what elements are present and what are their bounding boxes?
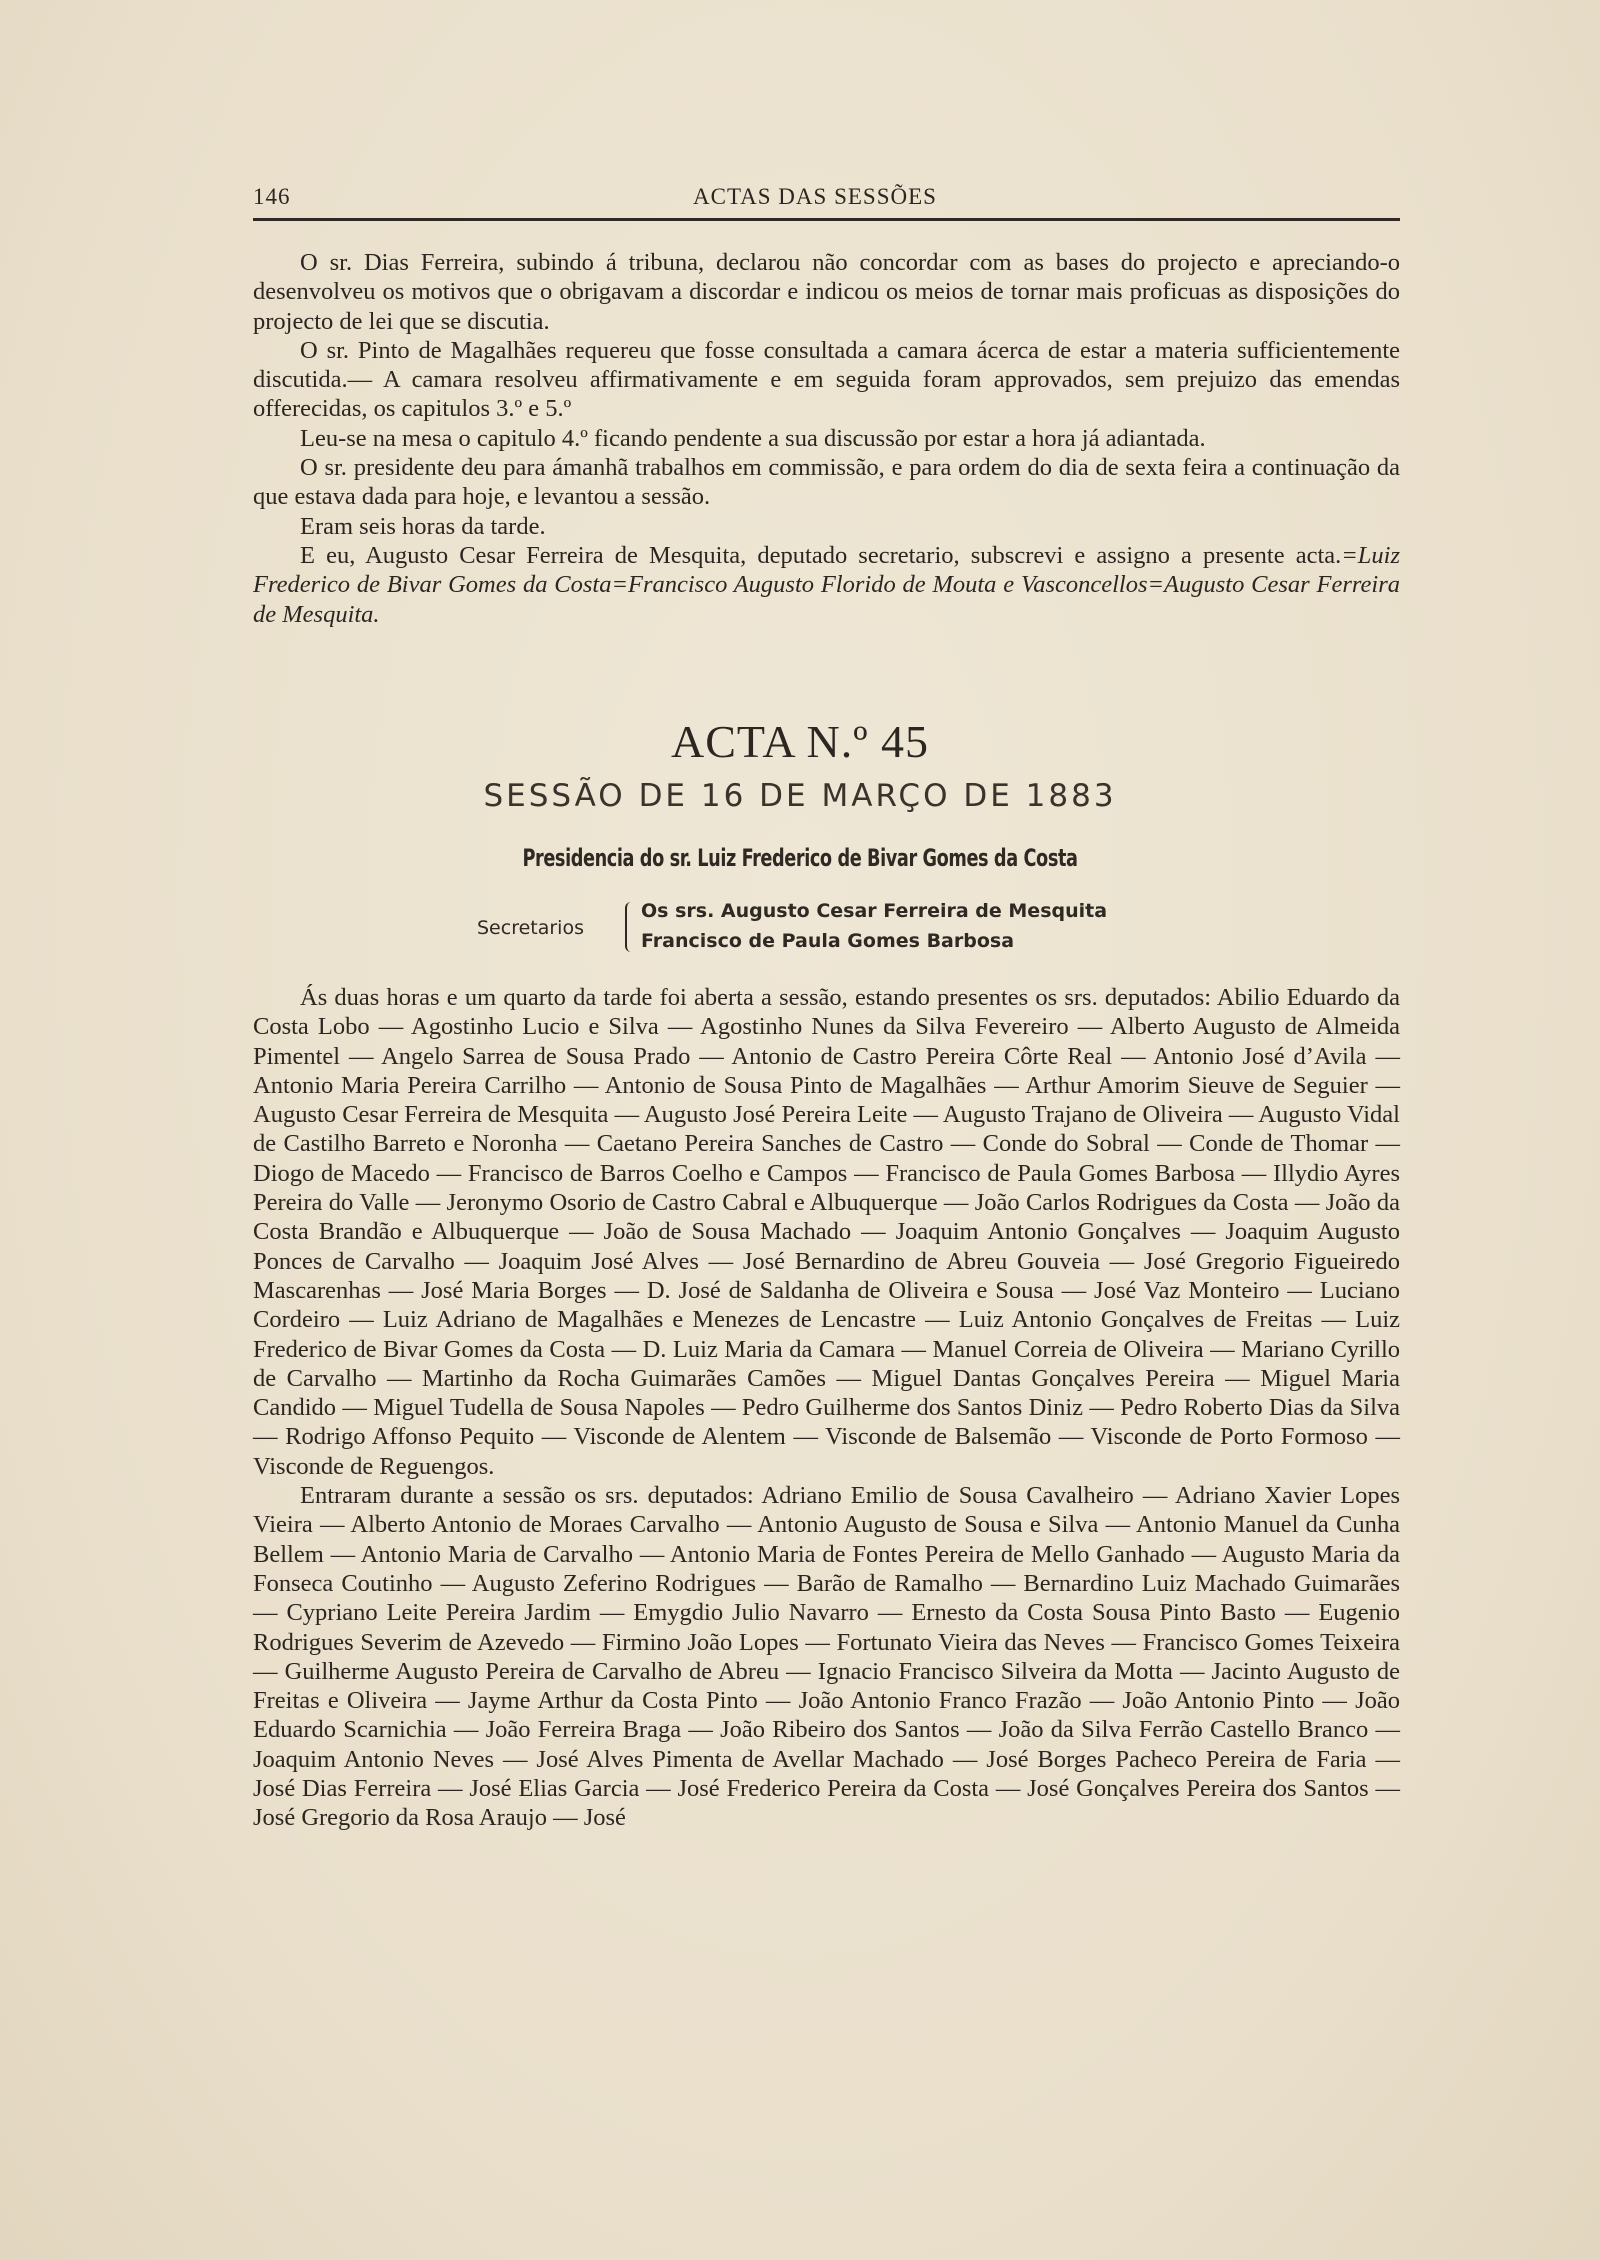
paragraph: O sr. Pinto de Magalhães requereu que fosse consultada a camara ácerca de estar a materia sufficientemente discutida.— A camara resolveu affirmativamente e em seguida foram approvados, sem prejuizo das emendas offerecidas, os capitulos 3.º e 5.º xyxy=(253,336,1400,423)
closing-paragraph xyxy=(253,541,1400,629)
running-title: ACTAS DAS SESSÕES xyxy=(693,184,937,209)
secretary-1: Os srs. Augusto Cesar Ferreira de Mesquita xyxy=(641,900,1108,922)
page-header xyxy=(253,176,1400,218)
entered-deputies-paragraph: Entraram durante a sessão os srs. deputados: Adriano Emilio de Sousa Cavalheiro — Adriano Xavier Lopes Vieira — Alberto Antonio de Moraes Carvalho — Antonio Augusto de Sousa e Silva — Antonio Manuel da Cunha Bellem — Antonio Maria de Carvalho — Antonio Maria de Fontes Pereira de Mello Ganhado — Augusto Maria da Fonseca Coutinho — Augusto Zeferino Rodrigues — Barão de Ramalho — Bernardino Luiz Machado Guimarães — Cypriano Leite Pereira Jardim — Emygdio Julio Navarro — Ernesto da Costa Sousa Pinto Basto — Eugenio Rodrigues Severim de Azevedo — Firmino João Lopes — Fortunato Vieira das Neves — Francisco Gomes Teixeira — Guilherme Augusto Pereira de Carvalho de Abreu — Ignacio Francisco Silveira da Motta — Jacinto Augusto de Freitas e Oliveira — Jayme Arthur da Costa Pinto — João Antonio Franco Frazão — João Antonio Pinto — João Eduardo Scarnichia — João Ferreira Braga — João Ribeiro dos Santos — João da Silva Ferrão Castello Branco — Joaquim Antonio Neves — José Alves Pimenta de Avellar Machado — José Borges Pacheco Pereira de Faria — José Dias Ferreira — José Elias Garcia — José Frederico Pereira da Costa — José Gonçalves Pereira dos Santos — José Gregorio da Rosa Araujo — José xyxy=(253,1482,1400,1832)
session-body-text xyxy=(253,983,1400,1833)
header-rule xyxy=(253,218,1400,221)
paragraph: O sr. Dias Ferreira, subindo á tribuna, declarou não concordar com as bases do projecto e apreciando-o desenvolveu os motivos que o obrigavam a discordar e indicou os meios de tornar mais proficuas as disposições do projecto de lei que se discutia. xyxy=(253,249,1400,335)
secretary-2: Francisco de Paula Gomes Barbosa xyxy=(641,930,1015,952)
presidency-line: Presidencia do sr. Luiz Frederico de Bivar Gomes da Costa xyxy=(522,844,1078,872)
signatures: =Luiz Frederico de Bivar Gomes da Costa=Francisco Augusto Florido de Mouta e Vasconcellos=Augusto Cesar Ferreira de Mesquita. xyxy=(253,541,1400,628)
closing-text: E eu, Augusto Cesar Ferreira de Mesquita, deputado secretario, subscrevi e assigno a presente acta. xyxy=(300,541,1342,569)
paragraph: Eram seis horas da tarde. xyxy=(300,512,546,540)
brace xyxy=(625,902,635,952)
session-heading: SESSÃO DE 16 DE MARÇO DE 1883 xyxy=(483,778,1117,814)
secretaries-block xyxy=(477,900,1277,962)
secretaries-label: Secretarios xyxy=(477,917,584,939)
paragraph: O sr. presidente deu para ámanhã trabalhos em commissão, e para ordem do dia de sexta feira a continuação da que estava dada para hoje, e levantou a sessão. xyxy=(253,454,1400,511)
previous-session-text xyxy=(253,248,1400,629)
present-deputies-paragraph: Ás duas horas e um quarto da tarde foi aberta a sessão, estando presentes os srs. deputados: Abilio Eduardo da Costa Lobo — Agostinho Lucio e Silva — Agostinho Nunes da Silva Fevereiro — Alberto Augusto de Almeida Pimentel — Angelo Sarrea de Sousa Prado — Antonio de Castro Pereira Côrte Real — Antonio José d’Avila — Antonio Maria Pereira Carrilho — Antonio de Sousa Pinto de Magalhães — Arthur Amorim Sieuve de Seguier — Augusto Cesar Ferreira de Mesquita — Augusto José Pereira Leite — Augusto Trajano de Oliveira — Augusto Vidal de Castilho Barreto e Noronha — Caetano Pereira Sanches de Castro — Conde do Sobral — Conde de Thomar — Diogo de Macedo — Francisco de Barros Coelho e Campos — Francisco de Paula Gomes Barbosa — Illydio Ayres Pereira do Valle — Jeronymo Osorio de Castro Cabral e Albuquerque — João Carlos Rodrigues da Costa — João da Costa Brandão e Albuquerque — João de Sousa Machado — Joaquim Antonio Gonçalves — Joaquim Augusto Ponces de Carvalho — Joaquim José Alves — José Bernardino de Abreu Gouveia — José Gregorio Figueiredo Mascarenhas — José Maria Borges — D. José de Saldanha de Oliveira e Sousa — José Vaz Monteiro — Luciano Cordeiro — Luiz Adriano de Magalhães e Menezes de Lencastre — Luiz Antonio Gonçalves de Freitas — Luiz Frederico de Bivar Gomes da Costa — D. Luiz Maria da Camara — Manuel Correia de Oliveira — Mariano Cyrillo de Carvalho — Martinho da Rocha Guimarães Camões — Miguel Dantas Gonçalves Pereira — Miguel Maria Candido — Miguel Tudella de Sousa Napoles — Pedro Guilherme dos Santos Diniz — Pedro Roberto Dias da Silva — Rodrigo Affonso Pequito — Visconde de Alentem — Visconde de Balsemão — Visconde de Porto Formoso — Visconde de Reguengos. xyxy=(253,984,1400,1480)
acta-title: ACTA N.º 45 xyxy=(671,716,929,767)
page-number: 146 xyxy=(253,184,291,209)
paragraph: Leu-se na mesa o capitulo 4.º ficando pendente a sua discussão por estar a hora já adiantada. xyxy=(300,424,1206,452)
